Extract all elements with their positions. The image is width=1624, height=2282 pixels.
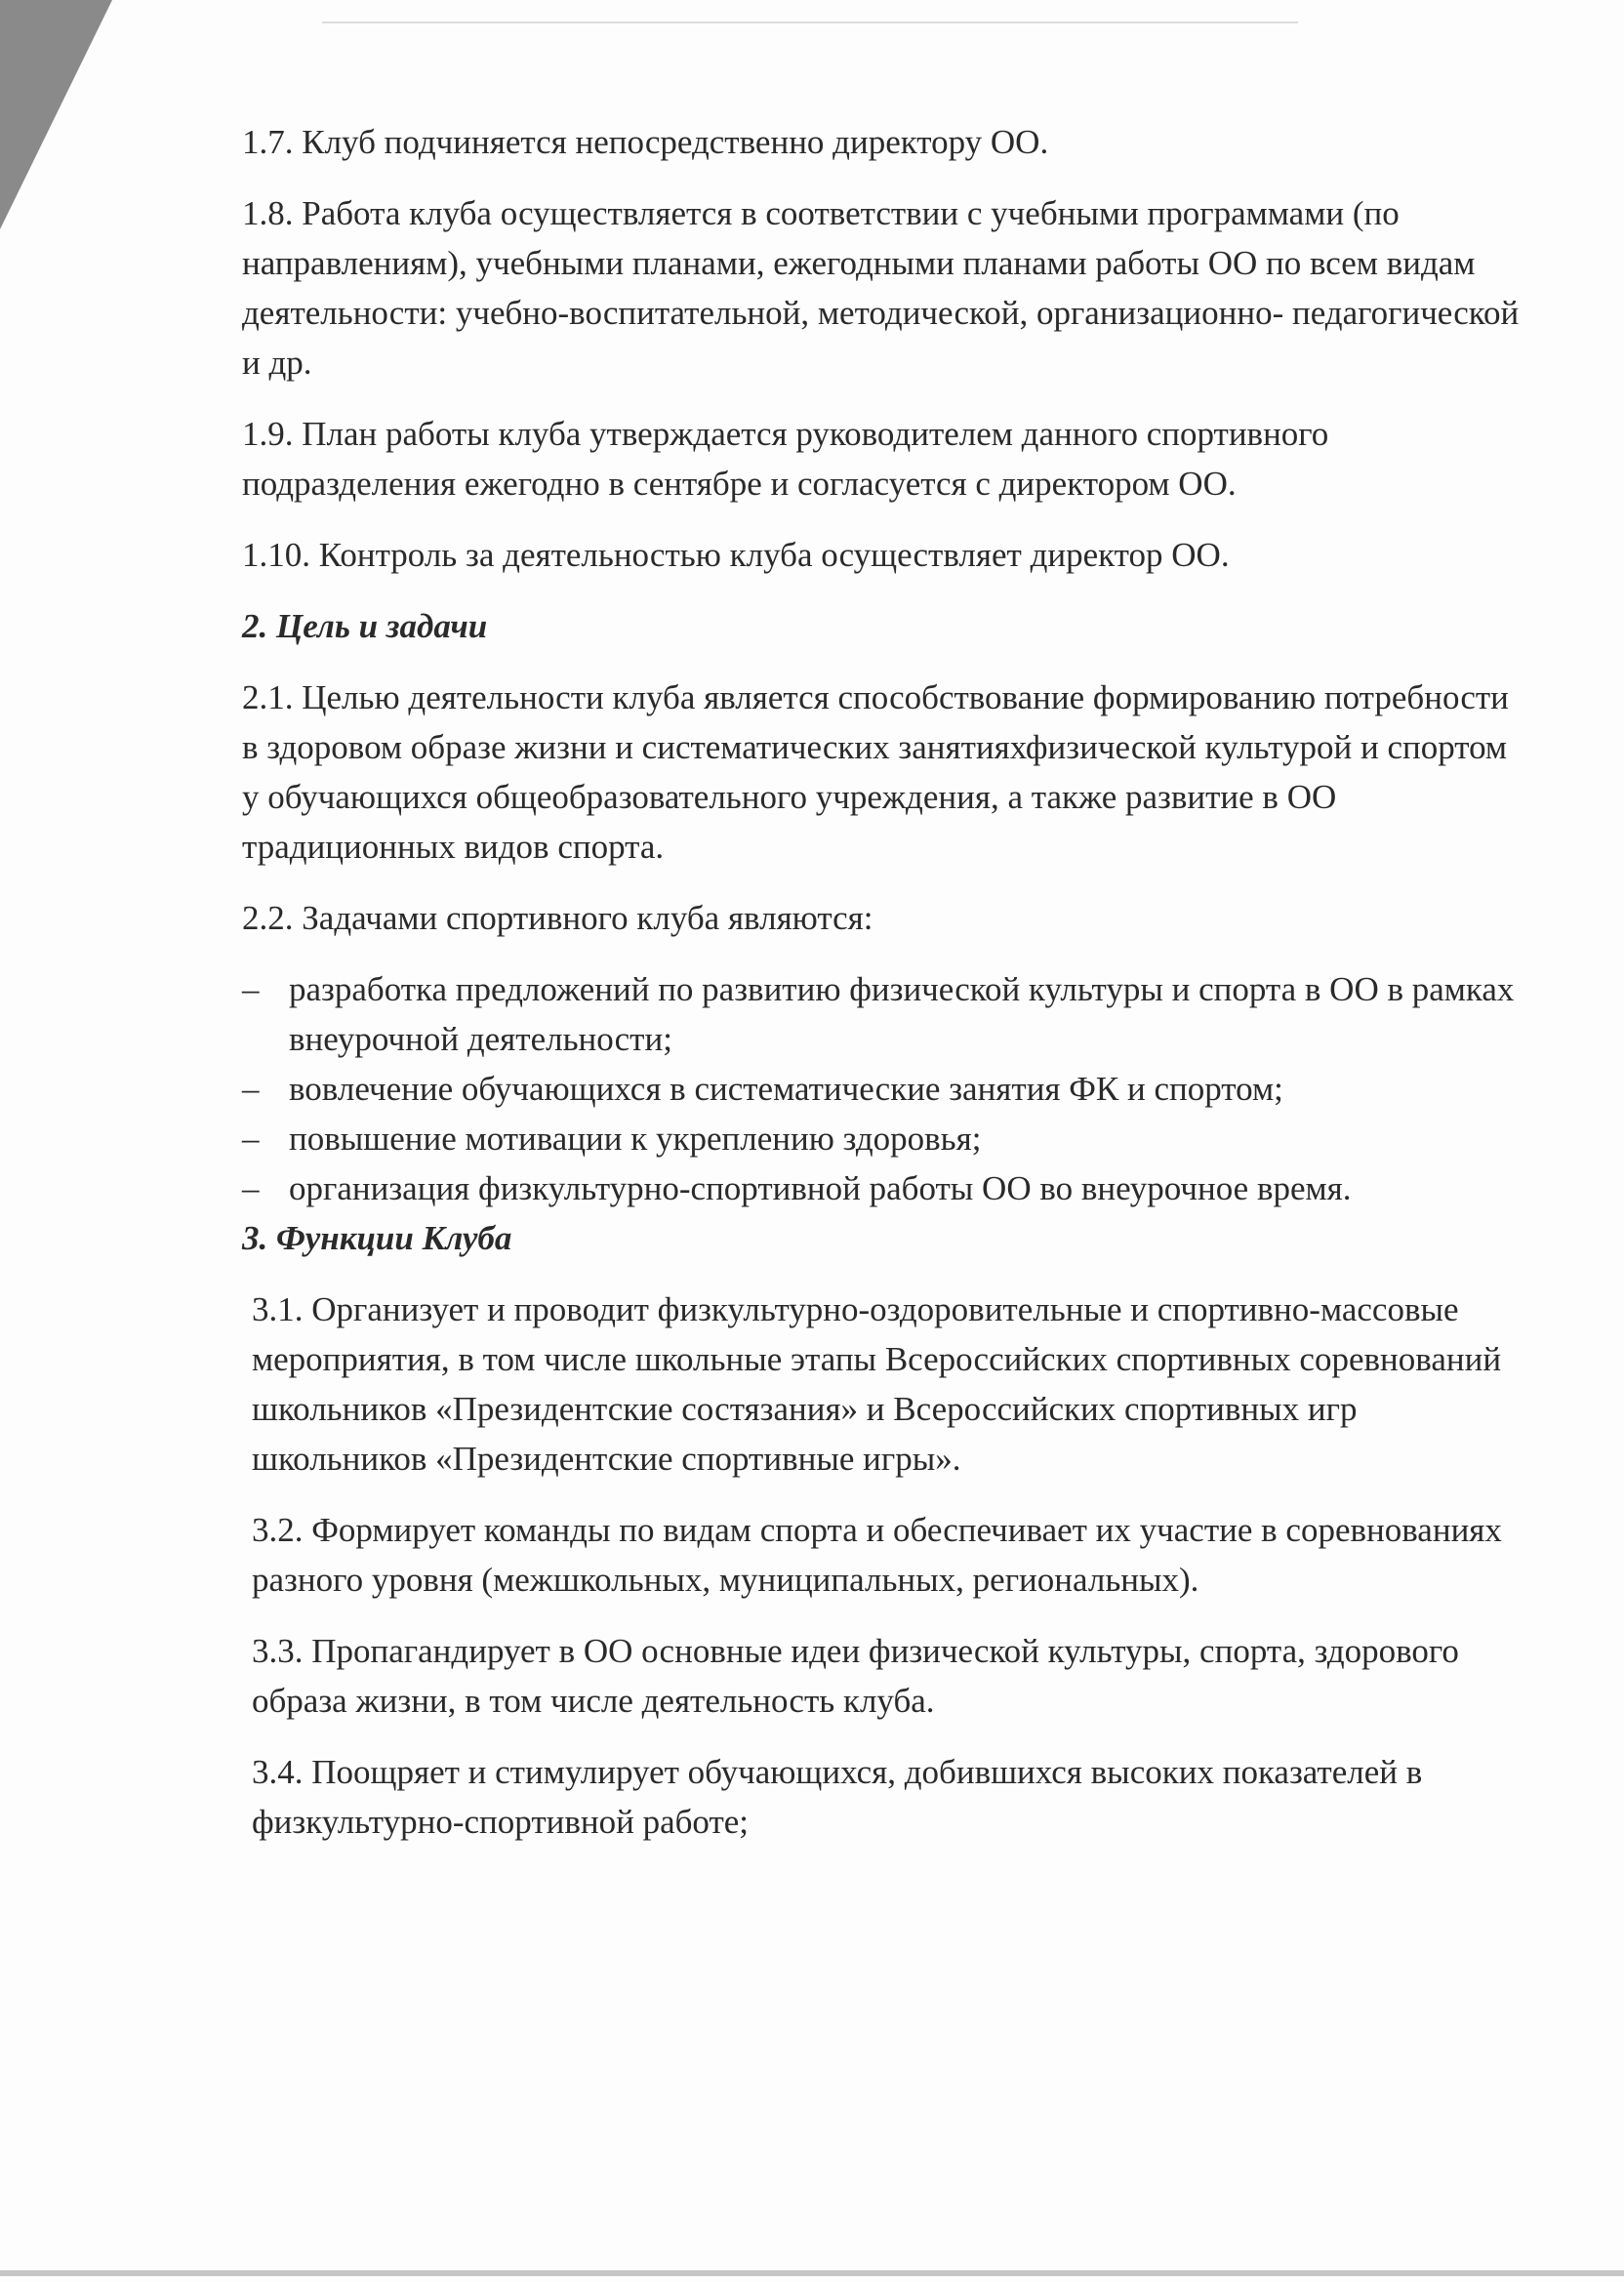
scan-top-edge xyxy=(322,21,1298,23)
scan-bottom-edge xyxy=(0,2270,1624,2276)
list-dash: – xyxy=(242,1070,260,1108)
section-heading-functions: 3. Функции Клуба xyxy=(242,1219,512,1257)
paragraph-1-8: 1.8. Работа клуба осуществляется в соответствии с учебными программами (по направлениям), учебными планами, ежегодными планами работы ОО по всем видам деятельности: учебно-воспитательной, методической, организационно- педагогической и др. xyxy=(242,194,1520,382)
scan-corner-shadow xyxy=(0,0,112,229)
paragraph-1-7: 1.7. Клуб подчиняется непосредственно директору ОО. xyxy=(242,123,1049,161)
list-item xyxy=(242,1064,1521,1114)
paragraph-2-1: 2.1. Целью деятельности клуба является способствование формированию потребности в здоровом образе жизни и систематических занятияхфизической культурой и спортом у обучающихся общеобразовательного учреждения, а также развитие в ОО традиционных видов спорта. xyxy=(242,678,1509,866)
list-item xyxy=(242,1163,1521,1213)
list-dash: – xyxy=(242,1169,260,1207)
paragraph-2-2: 2.2. Задачами спортивного клуба являются: xyxy=(242,899,873,937)
list-item-text: разработка предложений по развитию физической культуры и спорта в ОО в рамках внеурочной деятельности; xyxy=(289,970,1515,1058)
paragraph-1-10: 1.10. Контроль за деятельностью клуба осуществляет директор ОО. xyxy=(242,536,1230,574)
paragraph-3-4: 3.4. Поощряет и стимулирует обучающихся, добившихся высоких показателей в физкультурно-спортивной работе; xyxy=(252,1753,1423,1841)
paragraph-3-2: 3.2. Формирует команды по видам спорта и обеспечивает их участие в соревнованиях разного уровня (межшкольных, муниципальных, региональных). xyxy=(252,1511,1502,1599)
list-item xyxy=(242,964,1521,1064)
list-item-text: организация физкультурно-спортивной работы ОО во внеурочное время. xyxy=(289,1169,1352,1207)
list-item xyxy=(242,1114,1521,1163)
tasks-list xyxy=(242,964,1521,1213)
document-body xyxy=(242,117,1521,1868)
list-dash: – xyxy=(242,1120,260,1158)
paragraph-1-9: 1.9. План работы клуба утверждается руководителем данного спортивного подразделения ежегодно в сентябре и согласуется с директором ОО. xyxy=(242,415,1329,503)
list-dash: – xyxy=(242,970,260,1008)
section-heading-goals: 2. Цель и задачи xyxy=(242,607,488,645)
list-item-text: повышение мотивации к укреплению здоровья; xyxy=(289,1120,982,1158)
paragraph-3-1: 3.1. Организует и проводит физкультурно-оздоровительные и спортивно-массовые мероприятия, в том числе школьные этапы Всероссийских спортивных соревнований школьников «Президентские состязания» и Всероссийских спортивных игр школьников «Президентские спортивные игры». xyxy=(252,1290,1502,1478)
paragraph-3-3: 3.3. Пропагандирует в ОО основные идеи физической культуры, спорта, здорового образа жизни, в том числе деятельность клуба. xyxy=(252,1632,1459,1720)
list-item-text: вовлечение обучающихся в систематические занятия ФК и спортом; xyxy=(289,1070,1283,1108)
